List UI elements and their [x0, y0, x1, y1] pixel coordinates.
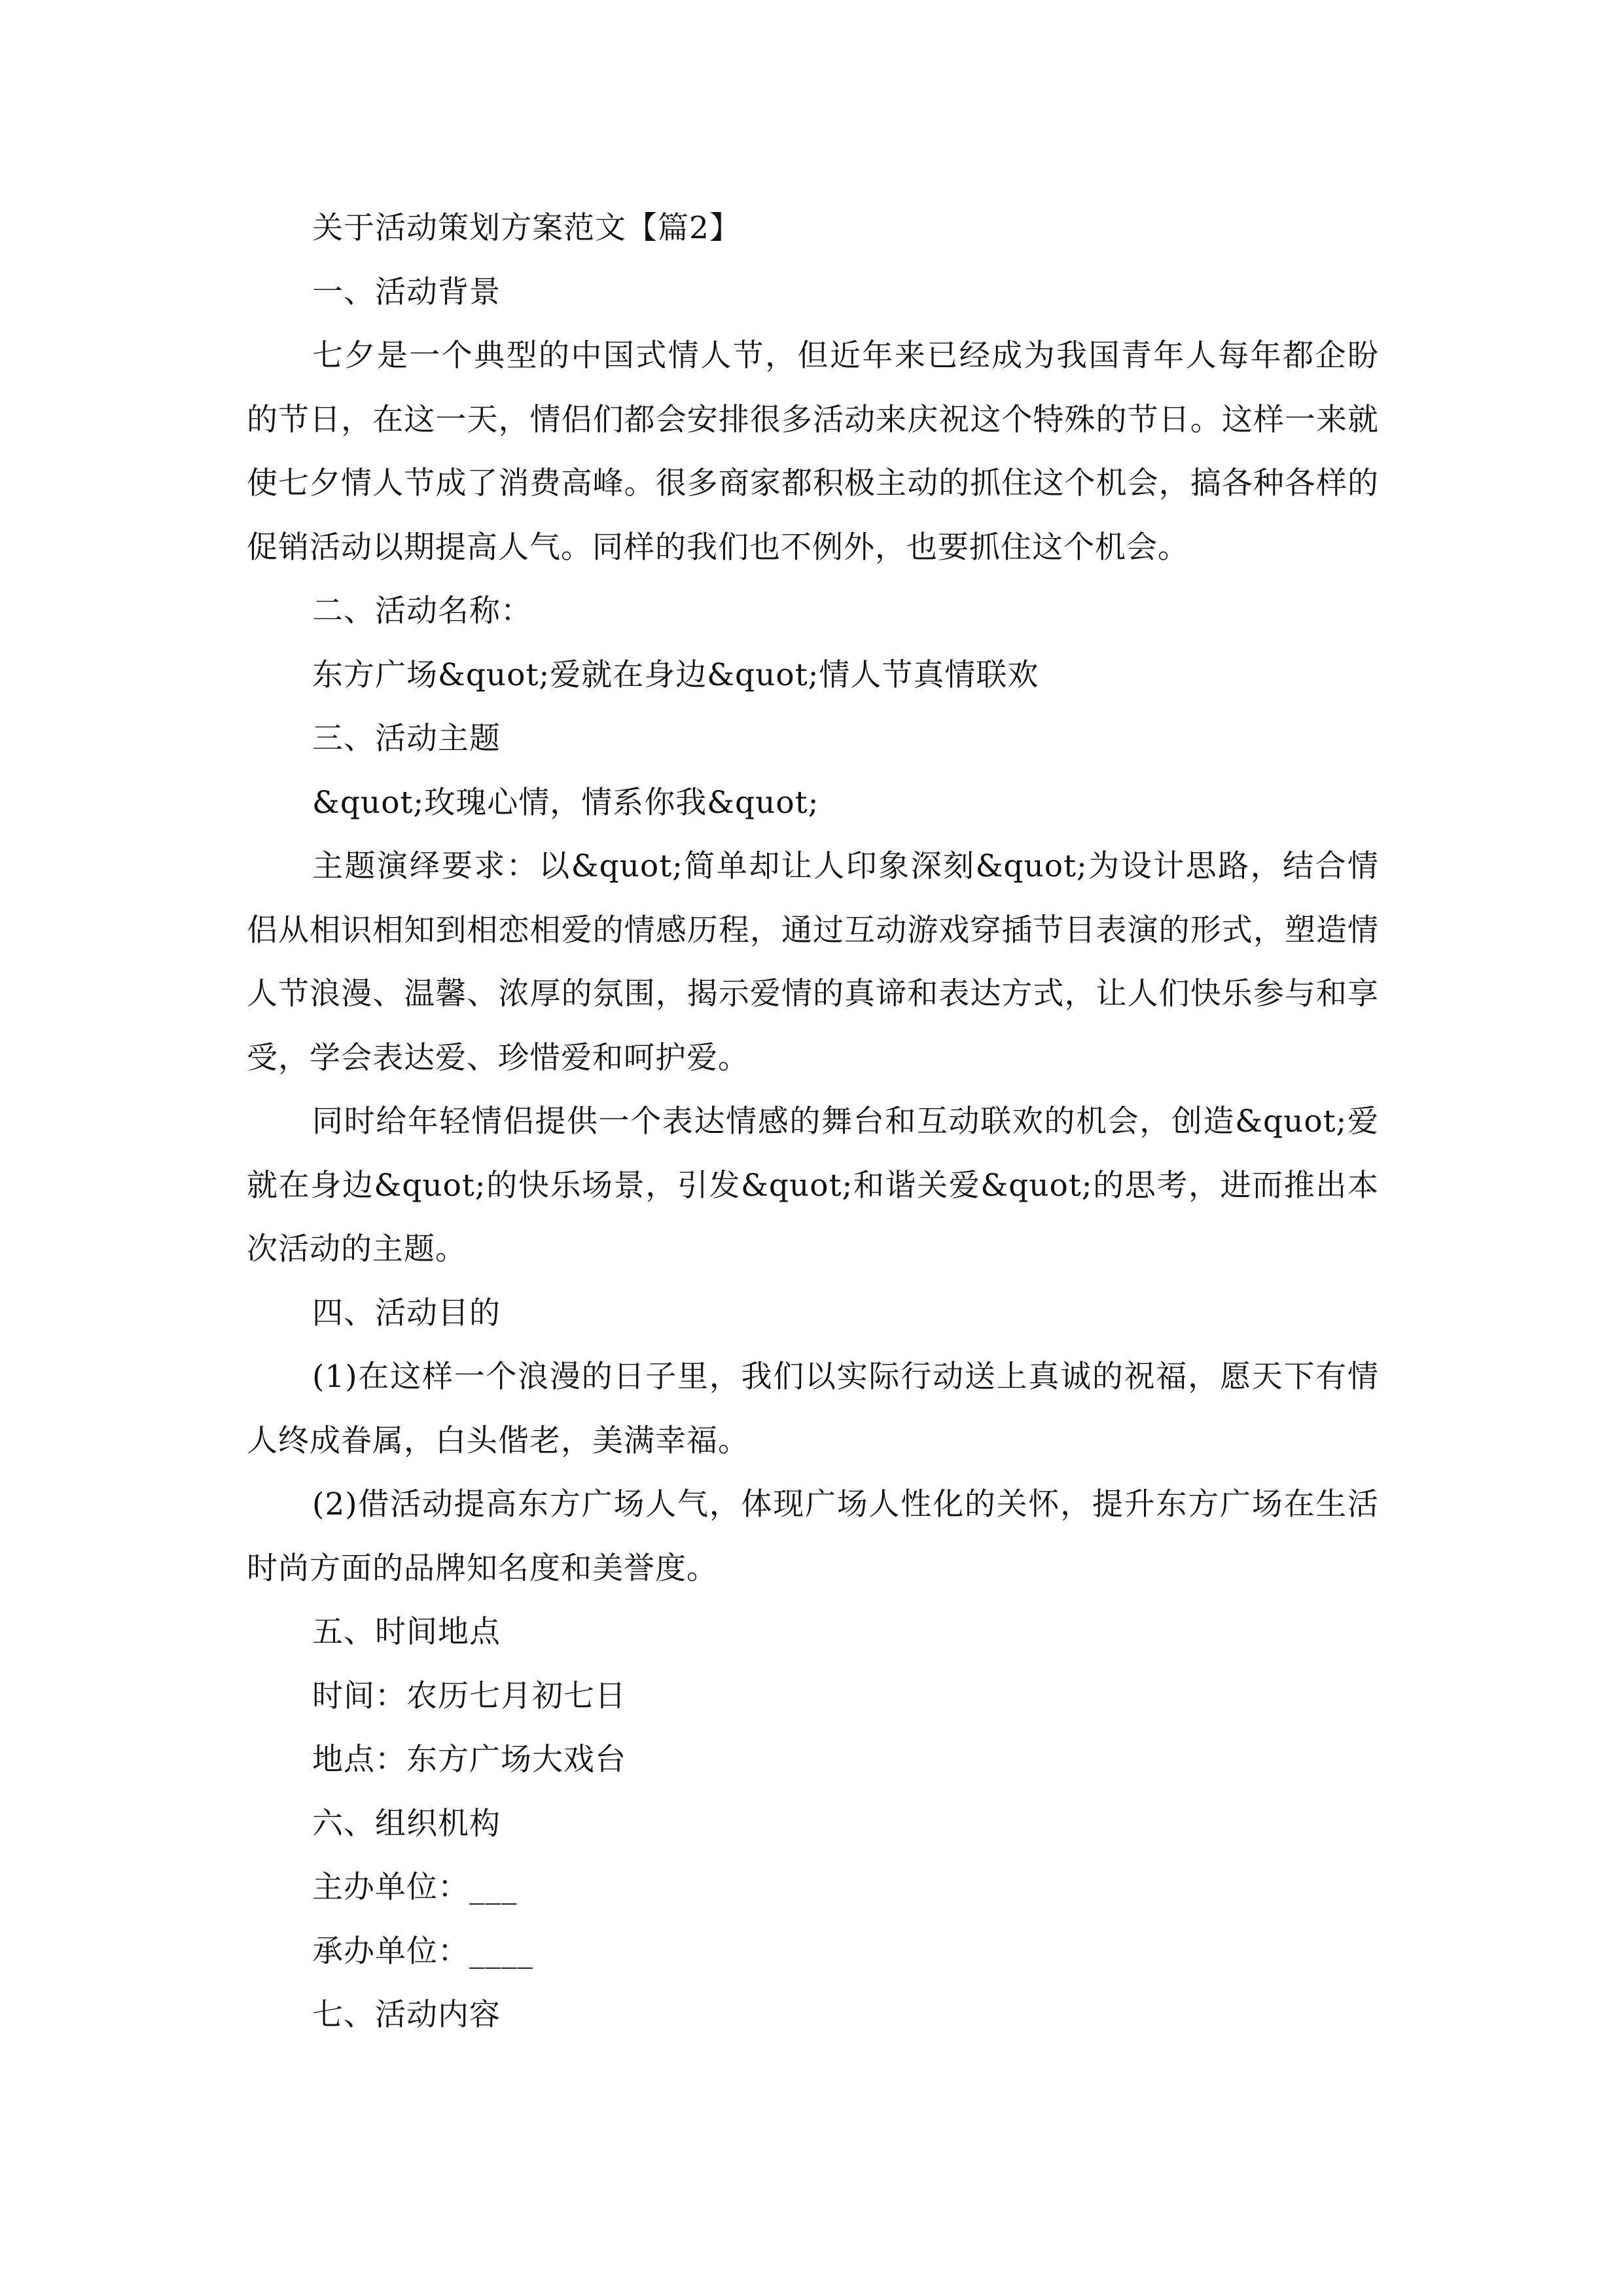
paragraph-co-organizer: 承办单位：____ [312, 1933, 533, 1969]
section-heading-organization: 六、组织机构 [312, 1805, 501, 1842]
paragraph-background: 七夕是一个典型的中国式情人节，但近年来已经成为我国青年人每年都企盼的节日，在这一天，情侣们都会安排很多活动来庆祝这个特殊的节日。这样一来就使七夕情人节成了消费高峰。很多商家都积极主动的抓住这个机会，搞各种各样的促销活动以期提高人气。同样的我们也不例外，也要抓住这个机会。 [247, 338, 1379, 565]
section-heading-background: 一、活动背景 [312, 274, 501, 310]
paragraph-time: 时间：农历七月初七日 [312, 1677, 626, 1714]
section-heading-content: 七、活动内容 [312, 1997, 501, 2033]
section-heading-theme: 三、活动主题 [312, 721, 501, 757]
paragraph-goal-2: (2)借活动提高东方广场人气，体现广场人性化的关怀，提升东方广场在生活时尚方面的品牌知名度和美誉度。 [247, 1486, 1379, 1587]
section-heading-time-place: 五、时间地点 [312, 1614, 501, 1650]
paragraph-event-name: 东方广场&quot;爱就在身边&quot;情人节真情联欢 [312, 656, 1039, 693]
section-heading-name: 二、活动名称： [312, 593, 532, 629]
paragraph-goal-1: (1)在这样一个浪漫的日子里，我们以实际行动送上真诚的祝福，愿天下有情人终成眷属，白头偕老，美满幸福。 [247, 1359, 1379, 1459]
document-title: 关于活动策划方案范文【篇2】 [312, 210, 741, 246]
section-heading-goals: 四、活动目的 [312, 1295, 501, 1331]
paragraph-organizer: 主办单位：___ [312, 1869, 518, 1905]
paragraph-theme-requirements: 主题演绎要求：以&quot;简单却让人印象深刻&quot;为设计思路，结合情侣从相识相知到相恋相爱的情感历程，通过互动游戏穿插节目表演的形式，塑造情人节浪漫、温馨、浓厚的氛围，揭示爱情的真谛和表达方式，让人们快乐参与和享受，学会表达爱、珍惜爱和呵护爱。 [247, 848, 1379, 1076]
document-body [247, 196, 1379, 2047]
paragraph-theme: &quot;玫瑰心情，情系你我&quot; [312, 784, 819, 821]
paragraph-place: 地点：东方广场大戏台 [312, 1742, 626, 1778]
paragraph-theme-purpose: 同时给年轻情侣提供一个表达情感的舞台和互动联欢的机会，创造&quot;爱就在身边&quot;的快乐场景，引发&quot;和谐关爱&quot;的思考，进而推出本次活动的主题。 [247, 1103, 1379, 1267]
